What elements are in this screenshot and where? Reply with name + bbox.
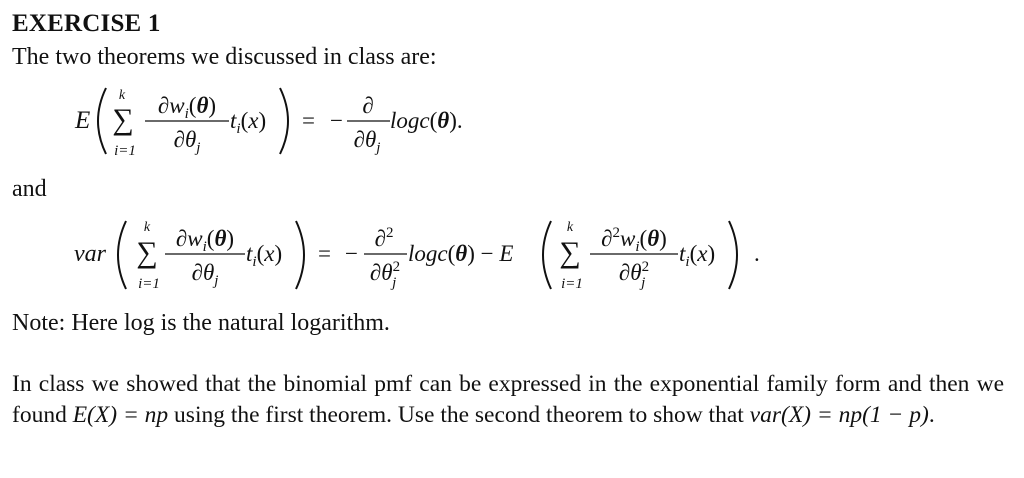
eq2-sum-lower: i=1 [138, 276, 160, 292]
paragraph-math-expectation: E(X) = np [72, 402, 169, 428]
equation-theorem-1 [0, 82, 1024, 160]
eq2-inner-right-paren [729, 221, 737, 289]
eq1-rhs-frac-numerator: ∂ [362, 93, 374, 118]
eq2-minus: − [345, 241, 358, 266]
equation-theorem-2 [0, 214, 1024, 296]
eq2-frac-denominator: $\partial\theta_j$ [191, 260, 219, 289]
eq2-variance-operator: var [74, 241, 106, 267]
paragraph-text-1: In class we showed that the binomial pmf can be expressed in the exponential family form and then we found [12, 371, 1004, 428]
eq2-inner-left-paren [543, 221, 551, 289]
eq2-rhs-term: logc(θ) − E [408, 241, 514, 266]
eq2-sum-sign: ∑ [136, 236, 158, 269]
eq1-right-paren [280, 88, 288, 154]
eq1-equals: = [302, 108, 315, 133]
paragraph-math-variance: var(X) = np(1 − p) [749, 402, 929, 428]
eq2-rhs-frac-denominator: $\partial\theta^2$ j [369, 259, 401, 291]
eq2-sum-upper: k [143, 220, 151, 235]
eq1-rhs-frac-denominator: $\partial\theta_j$ [353, 127, 381, 156]
eq2-inner-sum-lower: i=1 [561, 276, 583, 292]
eq2-rhs-frac-numerator: ∂$^2$ [374, 225, 394, 251]
and-text: and [12, 176, 47, 202]
eq1-frac-numerator: $\partial w_i(\theta)$ [157, 93, 217, 122]
eq2-inner-frac-numerator: $\partial^2w_i(\theta)$ [601, 225, 667, 255]
eq1-expectation-operator: E [75, 107, 91, 134]
eq2-end-period: . [754, 241, 760, 266]
eq2-frac-numerator: $\partial w_i(\theta)$ [175, 226, 235, 255]
paragraph-text-3: . [928, 402, 935, 428]
eq1-sum-sign: ∑ [112, 103, 134, 136]
eq2-inner-sum-upper: k [566, 220, 574, 235]
paragraph-text-2: using the first theorem. Use the second theorem to show that [168, 402, 750, 428]
eq1-sum-lower: i=1 [114, 143, 136, 159]
eq2-term: $t_i(x)$ [246, 241, 283, 270]
eq2-inner-term: $t_i(x)$ [679, 241, 716, 270]
eq1-sum-upper: k [118, 88, 126, 103]
eq2-left-paren [118, 221, 126, 289]
instructions-paragraph [12, 369, 1004, 431]
exercise-title: EXERCISE 1 [12, 10, 161, 37]
eq1-left-paren [98, 88, 106, 154]
note-text: Note: Here log is the natural logarithm. [12, 310, 390, 336]
eq2-inner-sum-sign: ∑ [559, 236, 581, 269]
eq1-rhs-term: logc(θ). [390, 108, 463, 133]
eq1-term: $t_i(x)$ [230, 108, 267, 137]
eq1-frac-denominator: $\partial\theta_j$ [173, 127, 201, 156]
intro-text: The two theorems we discussed in class are: [12, 44, 437, 70]
eq2-right-paren [296, 221, 304, 289]
eq2-equals: = [318, 241, 331, 266]
eq1-minus: − [330, 108, 343, 133]
eq2-inner-frac-denominator: $\partial\theta^2$ j [618, 259, 650, 291]
